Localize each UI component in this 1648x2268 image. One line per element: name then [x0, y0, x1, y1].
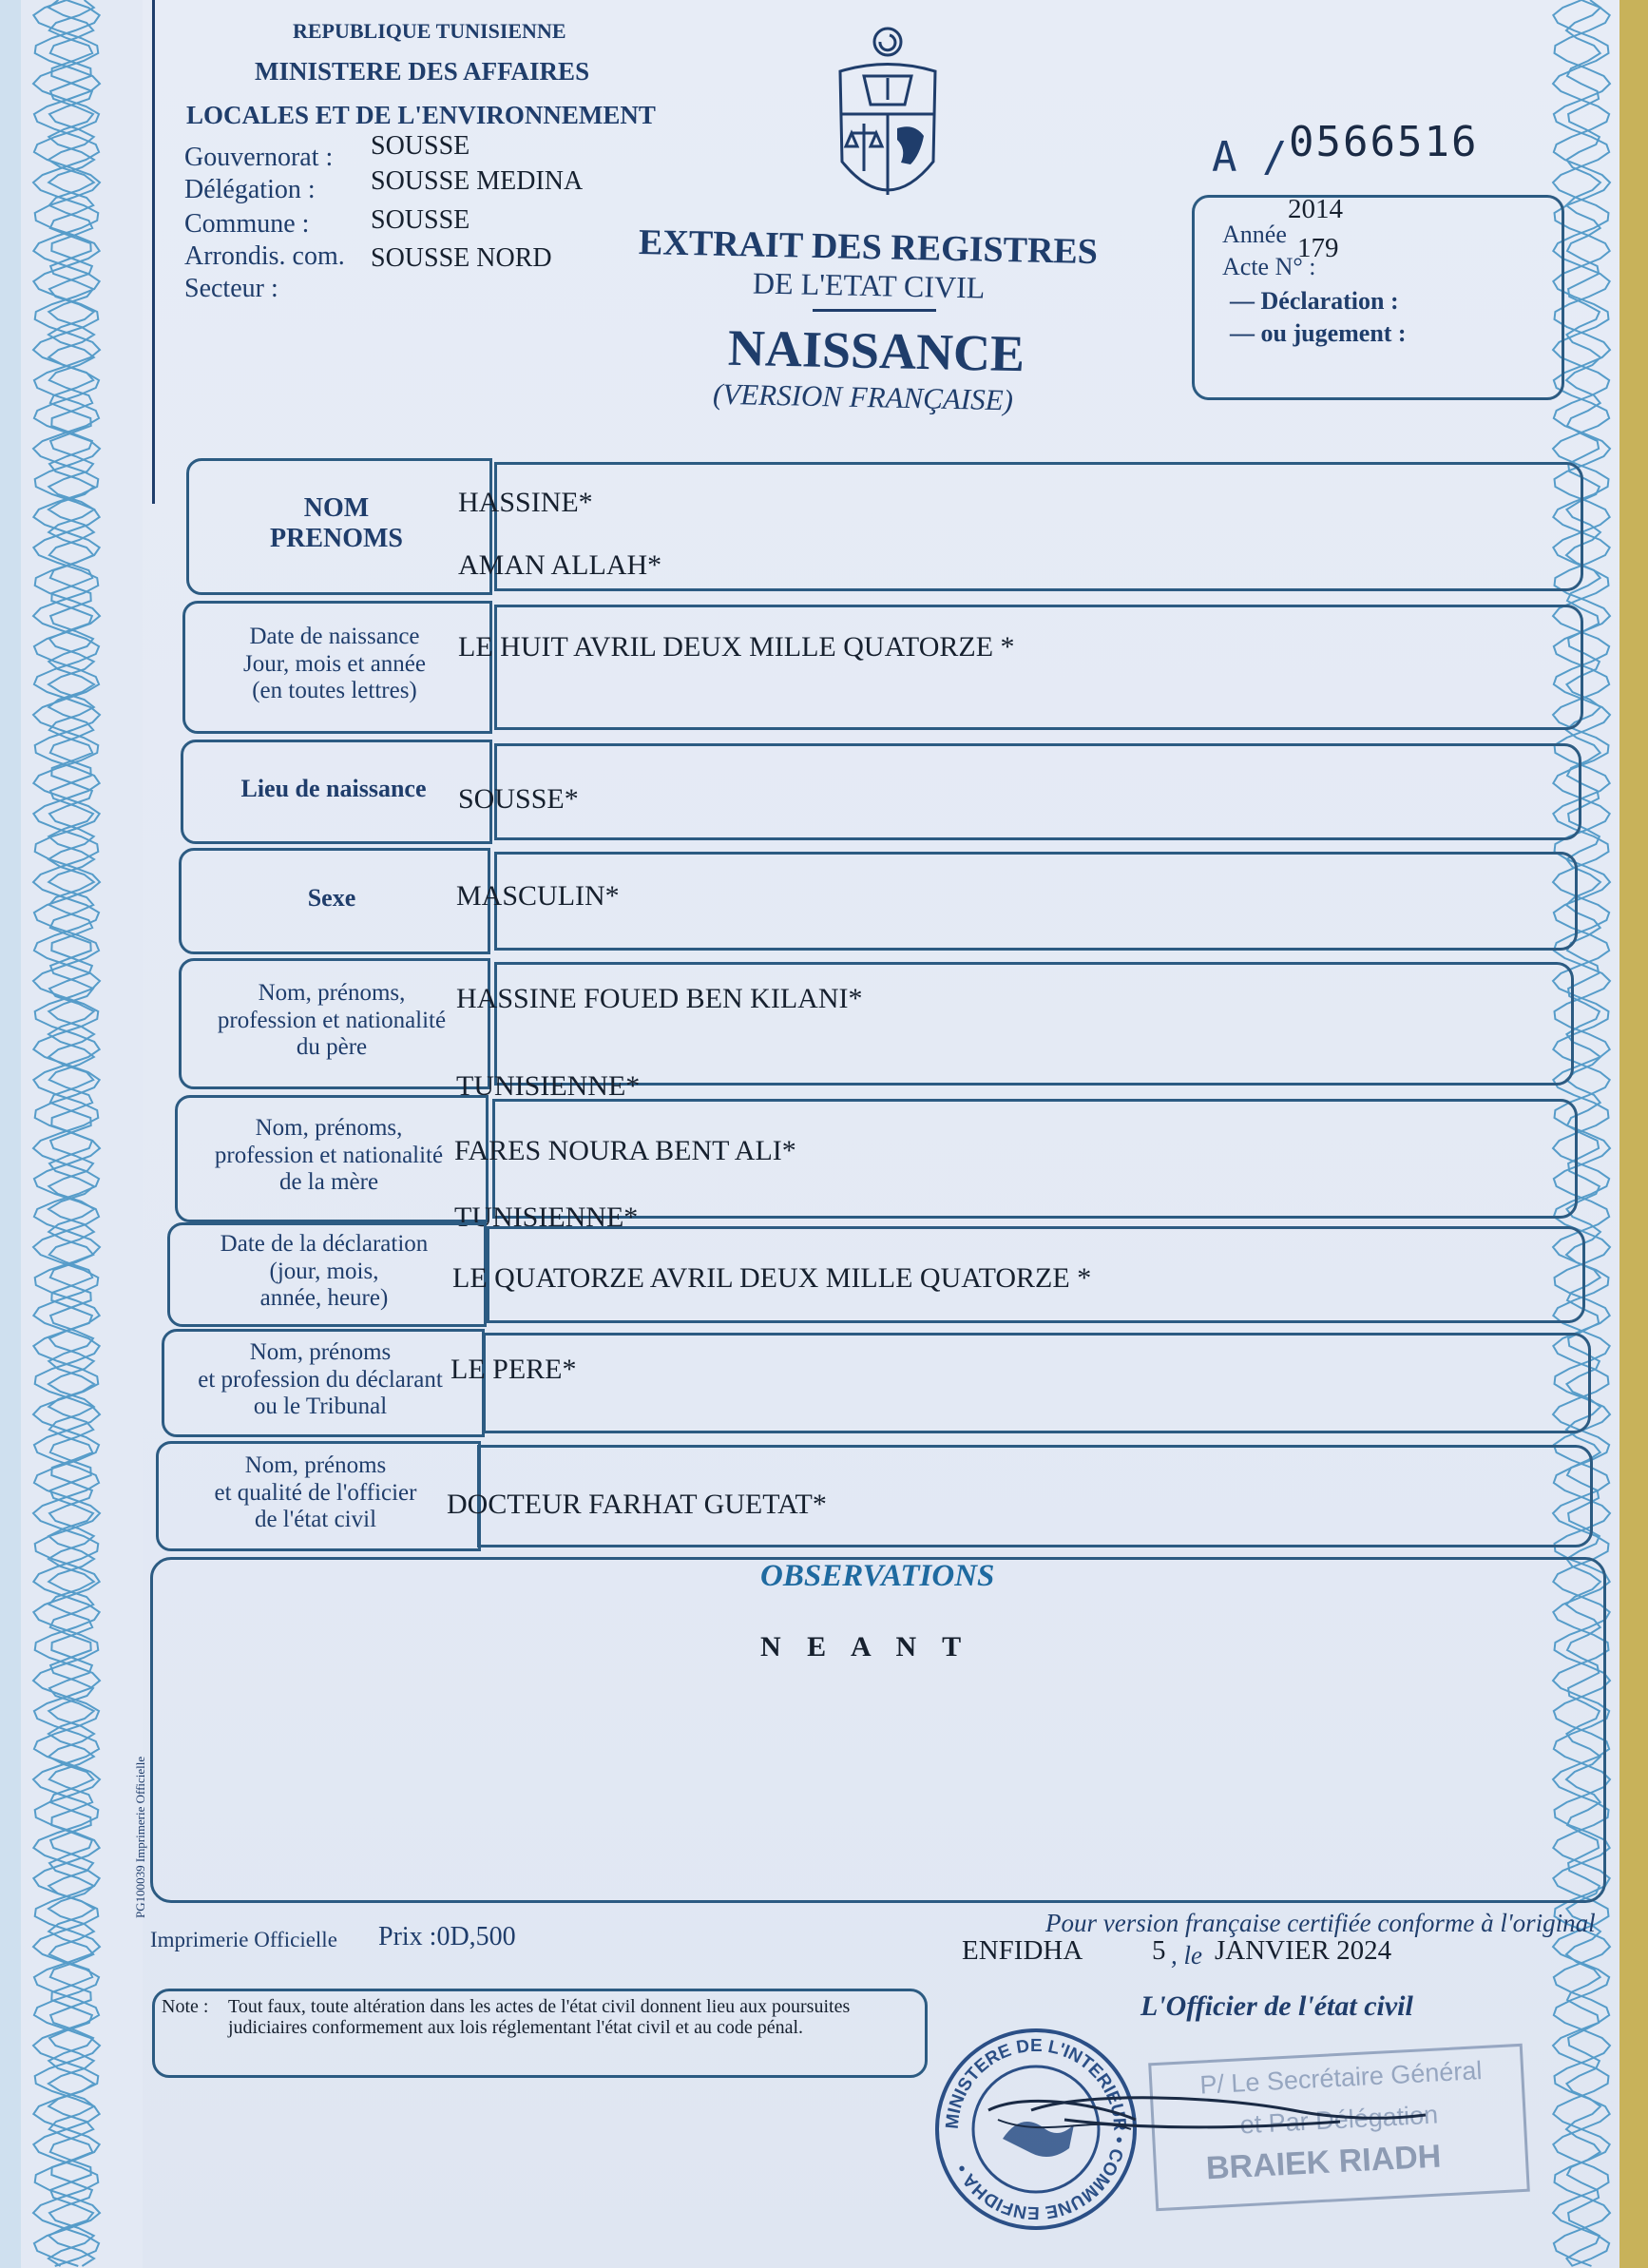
admin-value-delegation: SOUSSE MEDINA: [371, 166, 584, 196]
ministry-line-1: MINISTERE DES AFFAIRES: [255, 57, 590, 86]
legal-note-text: Tout faux, toute altération dans les actes de l'état civil donnent lieu aux poursuites judiciaires conformement aux lois réglementant l'état civil et au code pénal.: [228, 1996, 851, 2038]
field-value: TUNISIENNE*: [454, 1201, 639, 1233]
certification-text: Pour version française certifiée conforme à l'original: [1045, 1909, 1596, 1937]
tunisia-coat-of-arms-emblem: [821, 19, 954, 219]
field-value: AMAN ALLAH*: [458, 549, 662, 581]
admin-label-secteur: Secteur :: [184, 274, 278, 303]
field-label: Date de naissance Jour, mois et année (en toutes lettres): [242, 623, 426, 704]
republic-heading: REPUBLIQUE TUNISIENNE: [293, 19, 566, 43]
field-value-box: [494, 962, 1574, 1086]
acte-number-value: 179: [1297, 233, 1339, 263]
field-value-box: [494, 605, 1583, 730]
field-value: LE HUIT AVRIL DEUX MILLE QUATORZE *: [458, 631, 1015, 663]
field-value-box: [483, 1333, 1591, 1433]
field-label: NOM PRENOMS: [270, 492, 403, 553]
legal-note-label: Note :: [162, 1996, 209, 2017]
field-label: Nom, prénoms et profession du déclarant ou le Tribunal: [198, 1338, 443, 1420]
field-label: Sexe: [307, 884, 356, 913]
admin-label-commune: Commune :: [184, 209, 310, 239]
field-value: DOCTEUR FARHAT GUETAT*: [447, 1489, 827, 1520]
jugement-label: — ou jugement :: [1230, 319, 1407, 347]
observations-box: [150, 1557, 1606, 1903]
field-value: MASCULIN*: [456, 880, 620, 912]
stamp-line-3: BRAIEK RIADH: [1205, 2138, 1443, 2187]
observations-content: N E A N T: [760, 1631, 971, 1663]
stamp-line-2: et Par Délégation: [1238, 2100, 1439, 2140]
field-value: FARES NOURA BENT ALI*: [454, 1135, 796, 1166]
serial-number: 0566516: [1289, 118, 1479, 166]
admin-value-arrondissement: SOUSSE NORD: [371, 243, 552, 273]
document-version-subtitle: (VERSION FRANÇAISE): [712, 376, 1014, 417]
field-value-box: [494, 743, 1581, 840]
price: Prix :0D,500: [378, 1922, 516, 1951]
printer-name: Imprimerie Officielle: [150, 1928, 337, 1951]
acte-label: Acte N° :: [1222, 253, 1316, 280]
issue-day: 5: [1152, 1935, 1166, 1966]
ministry-line-2: LOCALES ET DE L'ENVIRONNEMENT: [186, 101, 656, 129]
admin-value-gouvernorat: SOUSSE: [371, 131, 470, 161]
annee-label: Année: [1222, 221, 1287, 248]
admin-label-gouvernorat: Gouvernorat :: [184, 143, 334, 172]
handwritten-signature: [1026, 2082, 1435, 2148]
field-value: HASSINE FOUED BEN KILANI*: [456, 983, 863, 1014]
field-value-box: [494, 852, 1578, 951]
field-label: Nom, prénoms, profession et nationalité du père: [217, 979, 447, 1061]
document-title-line-2: DE L'ETAT CIVIL: [752, 265, 986, 305]
side-print-code: PG100039 Imprimerie Officielle: [133, 1756, 147, 1918]
field-label: Date de la déclaration (jour, mois, année, heure): [220, 1230, 429, 1312]
svg-text:MINISTERE DE L'INTERIEUR • COM: MINISTERE DE L'INTERIEUR • COMMUNE ENFIDHA •: [942, 2035, 1130, 2223]
admin-label-arrondissement: Arrondis. com.: [184, 241, 345, 271]
document-title-line-1: EXTRAIT DES REGISTRES: [638, 221, 1099, 273]
declaration-label: — Déclaration :: [1230, 287, 1399, 315]
issue-place: ENFIDHA: [962, 1935, 1083, 1966]
issue-le-label: , le: [1171, 1941, 1202, 1970]
serial-prefix: A /: [1212, 133, 1288, 182]
left-guilloche-border: [0, 0, 143, 2268]
officer-title: L'Officier de l'état civil: [1140, 1990, 1413, 2022]
field-label: Lieu de naissance: [240, 775, 427, 803]
field-value: TUNISIENNE*: [456, 1070, 641, 1102]
annee-value: 2014: [1288, 194, 1343, 224]
admin-label-delegation: Délégation :: [184, 175, 316, 204]
stamp-line-1: P/ Le Secrétaire Général: [1198, 2056, 1484, 2100]
field-label: Nom, prénoms et qualité de l'officier de l'état civil: [214, 1451, 417, 1533]
title-underline: [813, 309, 936, 312]
field-value: LE PERE*: [450, 1354, 577, 1385]
header-vertical-rule: [152, 0, 155, 504]
admin-value-commune: SOUSSE: [371, 205, 470, 235]
field-value: LE QUATORZE AVRIL DEUX MILLE QUATORZE *: [452, 1262, 1092, 1294]
field-value: HASSINE*: [458, 487, 593, 518]
field-label: Nom, prénoms, profession et nationalité de la mère: [214, 1114, 444, 1196]
observations-title: OBSERVATIONS: [760, 1559, 995, 1593]
issue-month-year: JANVIER 2024: [1215, 1935, 1392, 1966]
document-type-title: NAISSANCE: [727, 318, 1025, 383]
field-value: SOUSSE*: [458, 783, 579, 815]
